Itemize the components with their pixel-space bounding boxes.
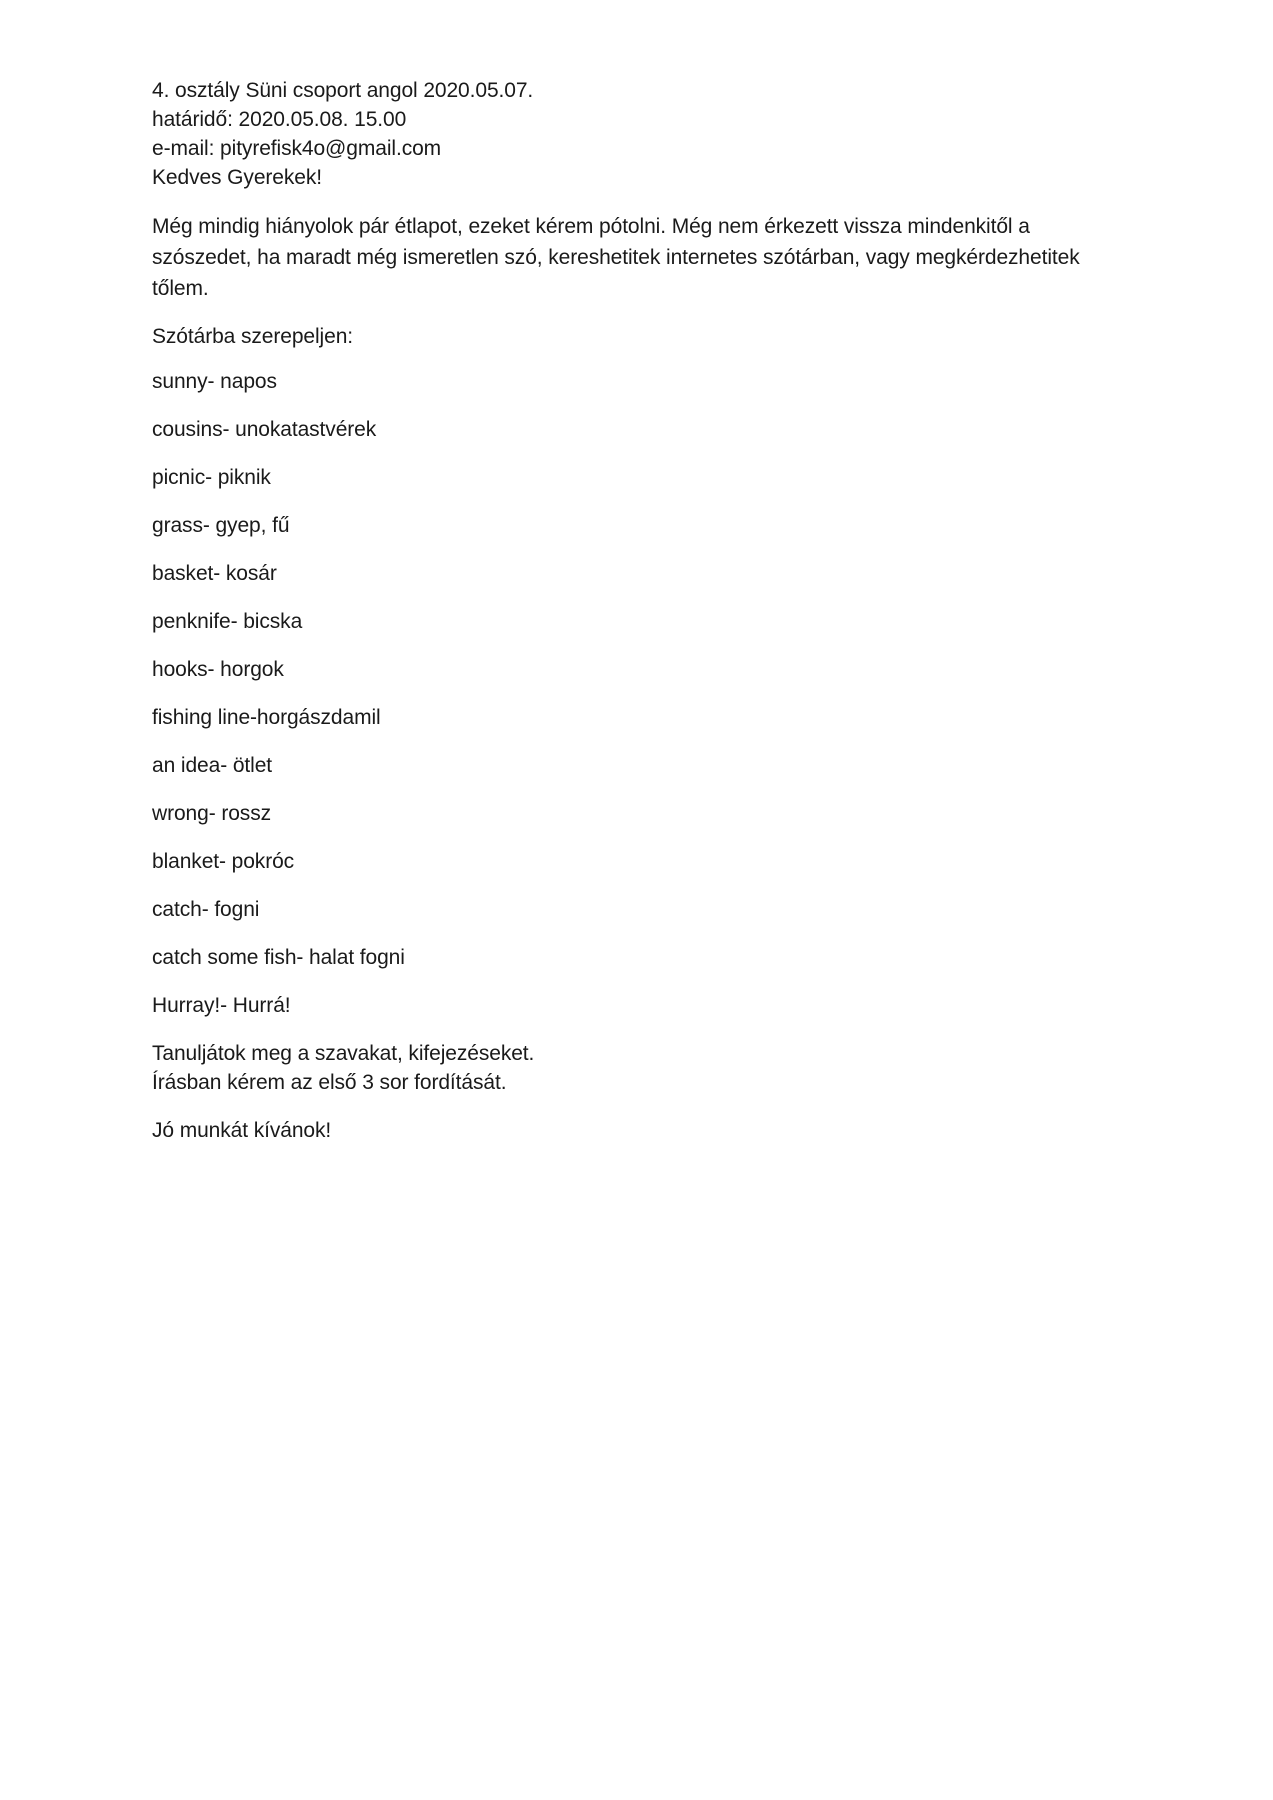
email-address: e-mail: pityrefisk4o@gmail.com (152, 137, 442, 160)
vocab-item: penknife- bicska (152, 610, 303, 633)
vocab-item: cousins- unokatastvérek (152, 418, 377, 441)
vocab-item: catch- fogni (152, 898, 260, 921)
vocab-item: picnic- piknik (152, 466, 271, 489)
vocab-item: wrong- rossz (152, 802, 271, 825)
vocab-item: basket- kosár (152, 562, 277, 585)
greeting: Kedves Gyerekek! (152, 166, 322, 189)
instructions-line: Tanuljátok meg a szavakat, kifejezéseket. (152, 1042, 535, 1065)
document-header (152, 76, 1132, 192)
class-title: 4. osztály Süni csoport angol 2020.05.07. (152, 79, 534, 102)
vocab-title: Szótárba szerepeljen: (152, 325, 354, 348)
document-page (152, 76, 1132, 1145)
vocab-item: grass- gyep, fű (152, 514, 290, 537)
closing-line: Jó munkát kívánok! (152, 1119, 332, 1142)
vocab-list (152, 367, 1132, 1020)
deadline: határidő: 2020.05.08. 15.00 (152, 108, 407, 131)
vocab-item: Hurray!- Hurrá! (152, 994, 291, 1017)
vocab-item: blanket- pokróc (152, 850, 295, 873)
vocab-item: sunny- napos (152, 370, 277, 393)
vocab-item: hooks- horgok (152, 658, 284, 681)
vocab-item: fishing line-horgászdamil (152, 706, 381, 729)
vocab-item: catch some fish- halat fogni (152, 946, 405, 969)
intro-paragraph: Még mindig hiányolok pár étlapot, ezeket kérem pótolni. Még nem érkezett vissza mindenkitől a szószedet, ha maradt még ismeretlen szó, kereshetitek internetes szótárban, vagy megkérdezhetitek tőlem. (152, 215, 1080, 300)
instructions (152, 1039, 1132, 1097)
vocab-item: an idea- ötlet (152, 754, 273, 777)
instructions-line: Írásban kérem az első 3 sor fordítását. (152, 1071, 507, 1094)
